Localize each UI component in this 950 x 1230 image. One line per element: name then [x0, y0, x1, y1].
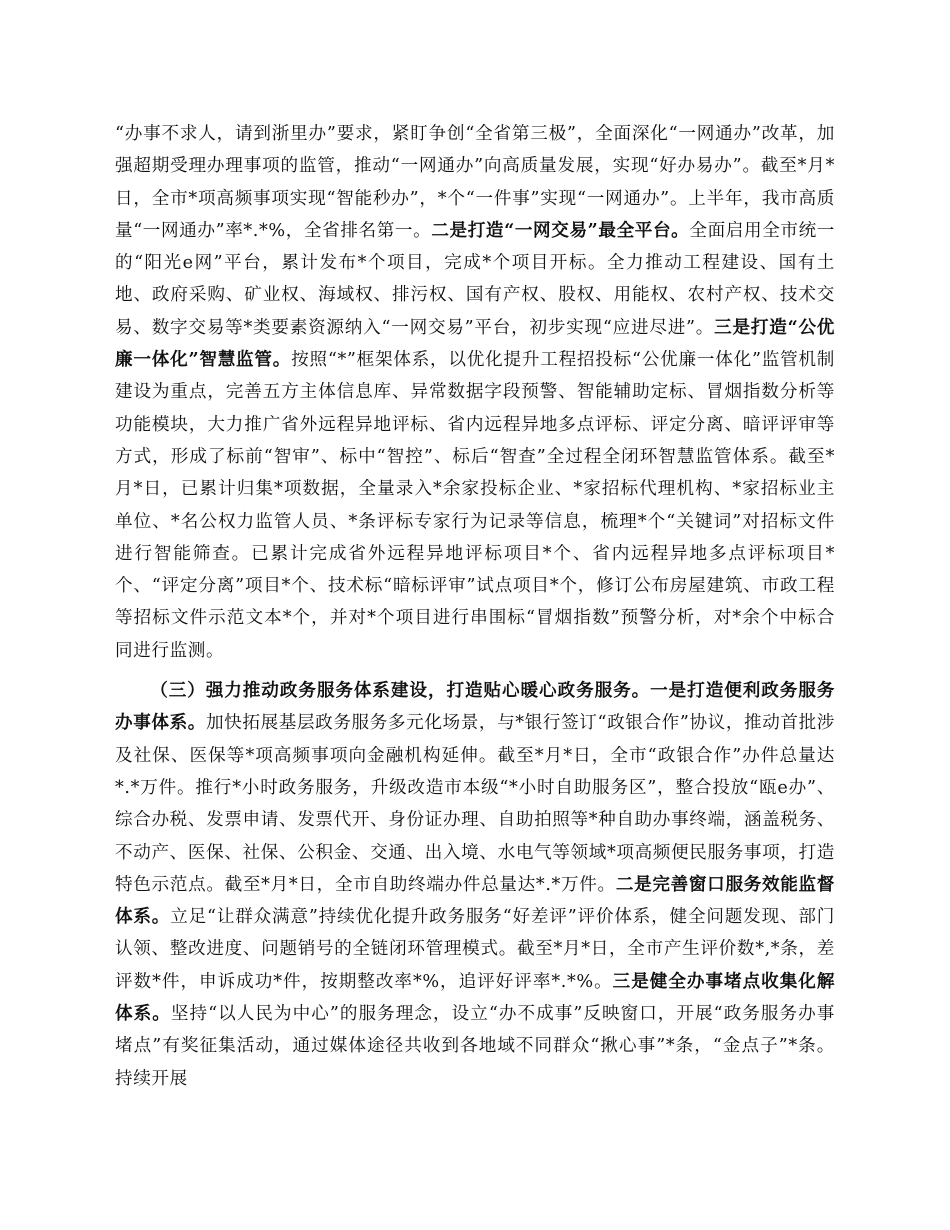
bold-heading-section-three: （三）强力推动政务服务体系建设，打造贴心暖心政务服务。一是打造便利政务服务办事体系。 [115, 680, 835, 734]
bold-heading-one-network-trading: 二是打造“一网交易”最全平台。 [431, 219, 690, 241]
bold-heading-smart-supervision: 三是打造“公优廉一体化”智慧监管。 [115, 316, 835, 371]
paragraph-text: 按照“*”框架体系，以优化提升工程招投标“公优廉一体化”监管机制建设为重点，完善五方主体信息库、异常数据字段预警、智能辅助定标、冒烟指数分析等功能模块，大力推广省外远程异地评标、省内远程异地多点评标、评定分离、暗评评审等方式，形成了标前“智审”、标中“智控”、标后“智查”全过程全闭环智慧监管体系。截至*月*日，已累计归集*项数据，全量录入*余家投标企业、*家招标代理机构、*家招标业主单位、*名公权力监管人员、*条评标专家行为记录等信息，梳理*个“关键词”对招标文件进行智能筛查。已累计完成省外远程异地评标项目*个、省内远程异地多点评标项目*个、“评定分离”项目*个、技术标“暗标评审”试点项目*个，修订公布房屋建筑、市政工程等招标文件示范文本*个，并对*个项目进行串围标“冒烟指数”预警分析，对*余个中标合同进行监测。 [115, 350, 835, 661]
paragraph-text: 全面启用全市统一的“阳光e网”平台，累计发布*个项目，完成*个项目开标。全力推动工程建设、国有土地、政府采购、矿业权、海域权、排污权、国有产权、股权、用能权、农村产权、技术交易、数字交易等*类要素资源纳入“一网交易”平台，初步实现“应进尽进”。 [115, 220, 835, 338]
paragraph-text: 加快拓展基层政务服务多元化场景，与*银行签订“政银合作”协议，推动首批涉及社保、医保等*项高频事项向金融机构延伸。截至*月*日，全市“政银合作”办件总量达*.*万件。推行*小时政务服务，升级改造市本级“*小时自助服务区”，整合投放“瓯e办”、综合办税、发票申请、发票代开、身份证办理、自助拍照等*种自助办事终端，涵盖税务、不动产、医保、社保、公积金、交通、出入境、水电气等领域*项高频便民服务事项，打造特色示范点。截至*月*日，全市自助终端办件总量达*.*万件。 [115, 713, 835, 895]
document-page [115, 118, 835, 1095]
paragraph-1 [115, 118, 835, 667]
paragraph-text: “办事不求人，请到浙里办”要求，紧盯争创“全省第三极”，全面深化“一网通办”改革，加强超期受理办理事项的监管，推动“一网通办”向高质量发展，实现“好办易办”。截至*月*日，全市*项高频事项实现“智能秒办”，*个“一件事”实现“一网通办”。上半年，我市高质量“一网通办”率*.*%，全省排名第一。 [115, 124, 835, 241]
paragraph-2 [115, 675, 835, 1095]
bold-heading-blockage-resolution: 三是健全办事堵点收集化解体系。 [115, 970, 836, 1025]
paragraph-text: 立足“让群众满意”持续优化提升政务服务“好差评”评价体系，健全问题发现、部门认领、整改进度、问题销号的全链闭环管理模式。截至*月*日，全市产生评价数*,*条，差评数*件，申诉成功*件，按期整改率*%，追评好评率*.*%。 [115, 907, 835, 992]
paragraph-text: 坚持“以人民为中心”的服务理念，设立“办不成事”反映窗口，开展“政务服务办事堵点”有奖征集活动，通过媒体途径共收到各地域不同群众“揪心事”*条，“金点子”*条。持续开展 [115, 1004, 835, 1089]
bold-heading-window-supervision: 二是完善窗口服务效能监督体系。 [115, 873, 835, 928]
